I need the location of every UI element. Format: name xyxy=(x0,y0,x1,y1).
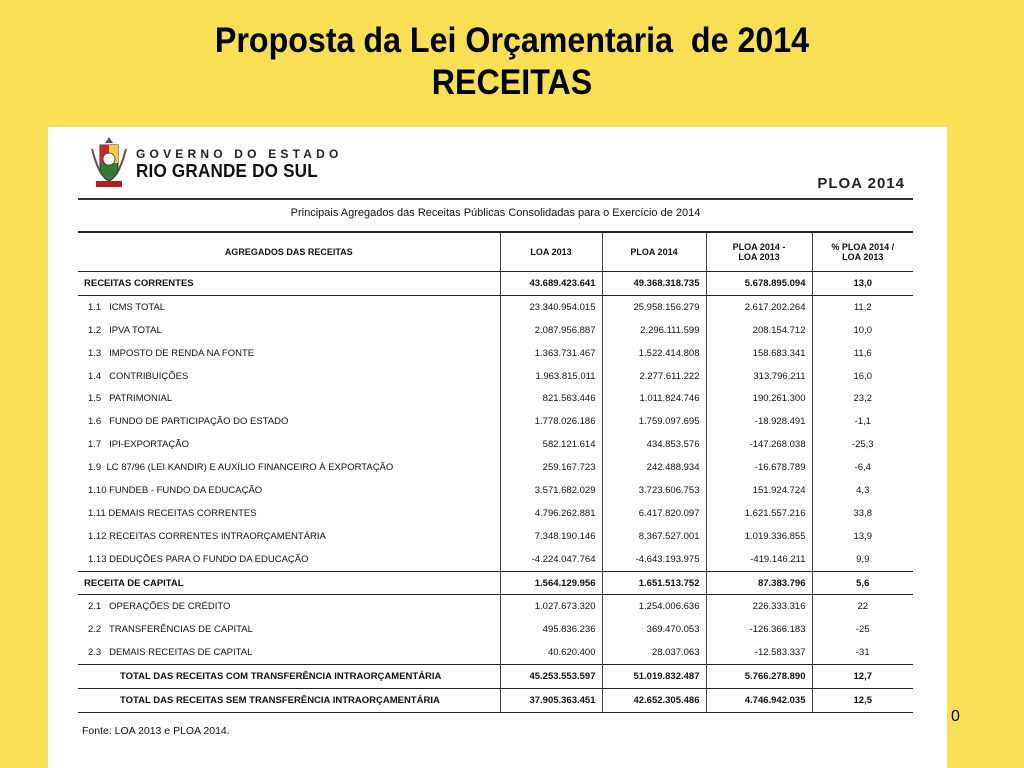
row-label: TOTAL DAS RECEITAS COM TRANSFERÊNCIA INTRAORÇAMENTÁRIA xyxy=(78,665,500,689)
table-row xyxy=(78,502,913,525)
cell-pct: 12,5 xyxy=(812,689,913,713)
cell-diff: 208.154.712 xyxy=(706,319,812,342)
cell-ploa-2014: 25.958.156.279 xyxy=(602,295,706,318)
cell-pct: 33,8 xyxy=(812,502,913,525)
cell-loa-2013: 2.087.956.887 xyxy=(500,319,602,342)
table-row xyxy=(78,410,913,433)
source-note: Fonte: LOA 2013 e PLOA 2014. xyxy=(82,725,230,737)
cell-pct: 11,2 xyxy=(812,295,913,318)
cell-loa-2013: 4.796.262.881 xyxy=(500,502,602,525)
cell-diff: -16.678.789 xyxy=(706,456,812,479)
cell-loa-2013: 3.571.682.029 xyxy=(500,479,602,502)
cell-pct: 5,6 xyxy=(812,571,913,595)
header-loa-2013: LOA 2013 xyxy=(500,232,602,272)
cell-pct: 22 xyxy=(812,595,913,618)
cell-ploa-2014: -4.643.193.975 xyxy=(602,548,706,571)
header-diff-line1: PLOA 2014 - xyxy=(732,242,786,252)
cell-loa-2013: 45.253.553.597 xyxy=(500,665,602,689)
table-row xyxy=(78,365,913,388)
cell-ploa-2014: 434.853.576 xyxy=(602,433,706,456)
cell-diff: 313.796.211 xyxy=(706,365,812,388)
row-label: 1.13 DEDUÇÕES PARA O FUNDO DA EDUCAÇÃO xyxy=(88,553,309,565)
slide-title xyxy=(41,20,983,104)
cell-ploa-2014: 1.522.414.808 xyxy=(602,342,706,365)
row-label: 1.12 RECEITAS CORRENTES INTRAORÇAMENTÁRIA xyxy=(88,530,326,542)
cell-loa-2013: -4.224.047.764 xyxy=(500,548,602,571)
header-pct-line2: LOA 2013 xyxy=(842,252,884,262)
cell-loa-2013: 821.563.446 xyxy=(500,387,602,410)
slide-title-line1: Proposta da Lei Orçamentaria de 2014 xyxy=(214,21,810,60)
cell-ploa-2014: 42.652.305.486 xyxy=(602,689,706,713)
header-pct xyxy=(812,232,913,272)
cell-loa-2013: 37.905.363.451 xyxy=(500,689,602,713)
cell-ploa-2014: 3.723.606.753 xyxy=(602,479,706,502)
cell-pct: 4,3 xyxy=(812,479,913,502)
table-row xyxy=(78,665,913,689)
cell-ploa-2014: 1.011.824.746 xyxy=(602,387,706,410)
cell-ploa-2014: 2.296.111.599 xyxy=(602,319,706,342)
cell-ploa-2014: 49.368.318.735 xyxy=(602,272,706,296)
row-label: 2.2 TRANSFERÊNCIAS DE CAPITAL xyxy=(88,624,253,636)
document-image xyxy=(48,127,947,768)
table-row xyxy=(78,319,913,342)
cell-ploa-2014: 369.470.053 xyxy=(602,618,706,641)
row-label: 1.9 LC 87/96 (LEI KANDIR) E AUXÍLIO FINANCEIRO À EXPORTAÇÃO xyxy=(88,462,394,474)
cell-diff: 151.924.724 xyxy=(706,479,812,502)
table-row xyxy=(78,456,913,479)
cell-ploa-2014: 1.254.006.636 xyxy=(602,595,706,618)
table-caption: Principais Agregados das Receitas Públicas Consolidadas para o Exercício de 2014 xyxy=(290,207,701,219)
cell-diff: 158.683.341 xyxy=(706,342,812,365)
cell-loa-2013: 40.620.400 xyxy=(500,641,602,664)
cell-diff: 1.019.336.855 xyxy=(706,525,812,548)
header-diff xyxy=(706,232,812,272)
table-row xyxy=(78,548,913,571)
header-agregados: AGREGADOS DAS RECEITAS xyxy=(78,232,500,272)
cell-loa-2013: 1.778.026.186 xyxy=(500,410,602,433)
table-row xyxy=(78,387,913,410)
header-divider xyxy=(78,198,913,200)
row-label: 1.10 FUNDEB - FUNDO DA EDUCAÇÃO xyxy=(88,484,263,496)
revenue-table-body xyxy=(78,272,913,713)
cell-loa-2013: 1.363.731.467 xyxy=(500,342,602,365)
cell-diff: -419.146.211 xyxy=(706,548,812,571)
cell-ploa-2014: 1.651.513.752 xyxy=(602,571,706,595)
cell-ploa-2014: 51.019.832.487 xyxy=(602,665,706,689)
cell-pct: -31 xyxy=(812,641,913,664)
row-label: 1.4 CONTRIBUIÇÕES xyxy=(88,370,189,382)
cell-pct: 23,2 xyxy=(812,387,913,410)
table-row xyxy=(78,295,913,318)
cell-pct: 13,9 xyxy=(812,525,913,548)
table-row xyxy=(78,689,913,713)
cell-diff: -18.928.491 xyxy=(706,410,812,433)
header-ploa-2014: PLOA 2014 xyxy=(602,232,706,272)
table-row xyxy=(78,433,913,456)
table-row xyxy=(78,272,913,296)
cell-loa-2013: 495.836.236 xyxy=(500,618,602,641)
table-row xyxy=(78,479,913,502)
table-row xyxy=(78,571,913,595)
revenue-table xyxy=(78,231,913,713)
table-row xyxy=(78,595,913,618)
cell-diff: 2.617.202.264 xyxy=(706,295,812,318)
cell-loa-2013: 23.340.954.015 xyxy=(500,295,602,318)
header-pct-line1: % PLOA 2014 / xyxy=(831,242,895,252)
cell-pct: -6,4 xyxy=(812,456,913,479)
row-label: 2.1 OPERAÇÕES DE CRÉDITO xyxy=(88,601,231,613)
cell-diff: 5.766.278.890 xyxy=(706,665,812,689)
table-header-row xyxy=(78,232,913,272)
cell-ploa-2014: 1.759.097.695 xyxy=(602,410,706,433)
cell-pct: 16,0 xyxy=(812,365,913,388)
table-row xyxy=(78,342,913,365)
cell-pct: 11,6 xyxy=(812,342,913,365)
cell-diff: 1.621.557.216 xyxy=(706,502,812,525)
cell-pct: 13,0 xyxy=(812,272,913,296)
cell-diff: 226.333.316 xyxy=(706,595,812,618)
page-number: 0 xyxy=(951,708,960,725)
cell-ploa-2014: 8.367.527.001 xyxy=(602,525,706,548)
cell-pct: 12,7 xyxy=(812,665,913,689)
cell-pct: 10,0 xyxy=(812,319,913,342)
cell-ploa-2014: 28.037.063 xyxy=(602,641,706,664)
cell-ploa-2014: 6.417.820.097 xyxy=(602,502,706,525)
cell-diff: 190.261.300 xyxy=(706,387,812,410)
government-label: GOVERNO DO ESTADO xyxy=(136,147,343,161)
row-label: 1.2 IPVA TOTAL xyxy=(88,324,162,336)
row-label: 1.1 ICMS TOTAL xyxy=(88,301,166,313)
header-diff-line2: LOA 2013 xyxy=(738,252,780,262)
table-row xyxy=(78,525,913,548)
cell-loa-2013: 259.167.723 xyxy=(500,456,602,479)
row-label: 1.7 IPI-EXPORTAÇÃO xyxy=(88,439,190,451)
row-label: 2.3 DEMAIS RECEITAS DE CAPITAL xyxy=(88,647,253,659)
row-label: RECEITA DE CAPITAL xyxy=(78,571,500,595)
cell-ploa-2014: 242.488.934 xyxy=(602,456,706,479)
row-label: 1.6 FUNDO DE PARTICIPAÇÃO DO ESTADO xyxy=(88,416,289,428)
table-row xyxy=(78,641,913,664)
cell-loa-2013: 1.963.815.011 xyxy=(500,365,602,388)
slide-title-line2: RECEITAS xyxy=(431,63,593,102)
cell-loa-2013: 582.121.614 xyxy=(500,433,602,456)
cell-pct: -25,3 xyxy=(812,433,913,456)
row-label: RECEITAS CORRENTES xyxy=(78,272,500,296)
cell-diff: 5.678.895.094 xyxy=(706,272,812,296)
cell-ploa-2014: 2.277.611.222 xyxy=(602,365,706,388)
cell-diff: -126.366.183 xyxy=(706,618,812,641)
cell-diff: -12.583.337 xyxy=(706,641,812,664)
row-label: 1.3 IMPOSTO DE RENDA NA FONTE xyxy=(88,347,255,359)
cell-diff: 87.383.796 xyxy=(706,571,812,595)
table-row xyxy=(78,618,913,641)
row-label: 1.11 DEMAIS RECEITAS CORRENTES xyxy=(88,507,257,519)
cell-pct: 9,9 xyxy=(812,548,913,571)
cell-pct: -25 xyxy=(812,618,913,641)
cell-loa-2013: 7.348.190.146 xyxy=(500,525,602,548)
state-name: RIO GRANDE DO SUL xyxy=(136,161,318,181)
cell-loa-2013: 43.689.423.641 xyxy=(500,272,602,296)
cell-pct: -1,1 xyxy=(812,410,913,433)
row-label: TOTAL DAS RECEITAS SEM TRANSFERÊNCIA INTRAORÇAMENTÁRIA xyxy=(78,689,500,713)
ploa-label: PLOA 2014 xyxy=(817,175,905,192)
state-coat-of-arms-icon xyxy=(88,135,130,191)
cell-loa-2013: 1.027.673.320 xyxy=(500,595,602,618)
cell-diff: 4.746.942.035 xyxy=(706,689,812,713)
cell-diff: -147.268.038 xyxy=(706,433,812,456)
cell-loa-2013: 1.564.129.956 xyxy=(500,571,602,595)
row-label: 1.5 PATRIMONIAL xyxy=(88,393,173,405)
